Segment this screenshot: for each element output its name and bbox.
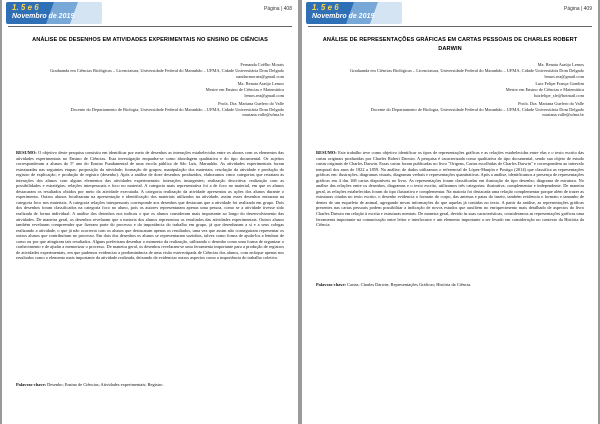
keywords-text: Cartas; Charles Darwin; Representações Gráficas; História da Ciência. bbox=[347, 282, 472, 287]
author-name: Profa. Dra. Mariana Guelero do Valle bbox=[218, 100, 284, 106]
banner-date-month: Novembro de 2019 bbox=[12, 13, 75, 20]
author-2 bbox=[316, 81, 584, 98]
banner-date-days: 1. 5 e 6 bbox=[12, 3, 39, 12]
author-email: luizfelipe_sfe@hotmail.com bbox=[533, 92, 584, 98]
author-2 bbox=[16, 81, 284, 98]
header-divider bbox=[308, 26, 592, 27]
author-affiliation: Docente do Departamento de Biologia, Universidade Federal do Maranhão – UFMA, Cidade Universitária Dom Delgado bbox=[70, 106, 284, 112]
author-affiliation: Mestre em Ensino de Ciências e Matemática bbox=[205, 87, 284, 93]
author-3 bbox=[316, 101, 584, 118]
author-1 bbox=[316, 62, 584, 79]
author-email: nandacmoraes@gmail.com bbox=[236, 73, 284, 79]
keywords bbox=[316, 282, 584, 288]
document-page-right bbox=[302, 0, 598, 424]
keywords-text: Desenho; Ensino de Ciências; Atividades experimentais; Registro. bbox=[47, 382, 164, 387]
banner-date-days: 1. 5 e 6 bbox=[312, 3, 339, 12]
author-name: Ma. Renata Araújo Lemos bbox=[237, 81, 284, 87]
keywords-label: Palavras-chave: bbox=[16, 382, 46, 387]
author-affiliation: Docente do Departamento de Biologia, Universidade Federal do Maranhão – UFMA, Cidade Universitária Dom Delgado bbox=[370, 106, 584, 112]
author-name: Profa. Dra. Mariana Guelero do Valle bbox=[518, 100, 584, 106]
author-affiliation: Mestre em Ensino de Ciências e Matemática bbox=[505, 87, 584, 93]
author-name: Luiz Felipe França Gondim bbox=[535, 81, 584, 87]
author-1 bbox=[16, 62, 284, 79]
author-email: mariana.valle@ufma.br bbox=[542, 112, 584, 118]
author-email: lemos.rea@gmail.com bbox=[544, 73, 584, 79]
paper-title: ANÁLISE DE REPRESENTAÇÕES GRÁFICAS EM CARTAS PESSOAIS DE CHARLES ROBERT DARWIN bbox=[322, 37, 578, 52]
author-email: lemos.rea@gmail.com bbox=[244, 92, 284, 98]
event-banner-logo bbox=[6, 2, 102, 24]
abstract bbox=[316, 150, 584, 228]
paper-title: ANÁLISE DE DESENHOS EM ATIVIDADES EXPERIMENTAIS NO ENSINO DE CIÊNCIAS bbox=[32, 37, 268, 43]
page-number: Página | 409 bbox=[564, 6, 592, 12]
abstract-label: RESUMO: bbox=[316, 150, 337, 155]
author-name: Ma. Renata Araújo Lemos bbox=[537, 62, 584, 67]
page-number: Página | 408 bbox=[264, 6, 292, 12]
event-banner-logo bbox=[306, 2, 402, 24]
author-affiliation: Graduanda em Ciências Biológicas – Licenciatura, Universidade Federal do Maranhão – UFMA, Cidade Universitária Dom Delgado bbox=[50, 67, 284, 73]
abstract-text: Este trabalho teve como objetivo identificar os tipos de representações gráficas e as relações estabelecidas entre elas e o texto escrito das cartas originais produzidas por Charles Robert Darwin. A pesquisa é caracterizada como qualitativa do tipo documental, sendo sua objeto de estudo cartas originais de Charles Darwin. Essas cartas foram publicadas no livro "Origens, Cartas escolhidas de Charles Darwin" e correspondem ao intervalo temporal dos anos de 1822 a 1859. Na análise, de dados utilizamos o referencial de López-Manjón e Postigo (2014) que classifica as representações gráficas em: ilustrações, diagramas visuais, diagramas verbais e representações quantitativas. Após a análise, identificamos a presença de representações gráficas em 4 das 168 cartas disponíveis no livro. As representações foram classificadas em ilustração do tipo desenho; diagrama de estrutura. No análise das relações entre os desenhos, diagramas e o texto escrito, utilizamos três categorias: ilustrativa, complementar e independente. De maneira geral, as relações estabelecidas foram do tipo ilustrativa e complementar. Na maioria foi destacada uma relação complementar porque além de trazer as estruturas citadas no texto escrito, o desenho evidencia o formato do corpo, das antenas e patas do inseto, também evidencia o formato e tamanho de dentes de um esqueleto de animal, agregando novas informações do que aquelas já contidas no texto. A partir da análise, as representações gráficas presentes nas cartas pessoais podem possibilitar a indicação de novos estudos que auxiliem no enriquecimento mais detalhado de aspectos do livro Charles Darwin em relação à escrita e estruturas mentais. De maneira geral, devido às suas características, consideramos as representações gráficas uma ferramenta importante na comunicação entre leitor e interlocutor e um elemento importante a ser levado em consideração no contexto da História da Ciência. bbox=[316, 150, 584, 228]
abstract-text: O objetivo deste pesquisa consistiu em identificar por meio de desenhos as interações estabelecidas entre os alunos com os elementos das atividades experimentais no Ensino de Ciências. Esta investigação enquadra-se como abordagem qualitativa e do tipo documental. Os sujeitos corresponderam a alunos do 5º ano do Ensino Fundamental de uma escola pública de São Luís, Maranhão. As atividades experimentais foram estruturadas nas seguintes etapas: proposição da atividade; formação de grupos; manipulação dos materiais; resolução da atividade e produção do registro de explicação; e produção de registro (desenho). Após a análise de doze desenhos produzidos, elaboramos cinco categorias que retratam as interações dos alunos com alguns elementos das atividades experimentais: interações insurgentes; realização descritiva; realização com as possibilidades e estratégias; relações interpessoais e foco no material. A categoria mais representativa foi a de foco no material, em que os alunos destacaram os resultados obtidos por meio da atividade executada. A categoria realização da atividade apresentou as ações dos alunos durante o experimento. Outros alunos focalizaram na apresentação e identificação dos materiais utilizados na atividade, assim esses desenhos entraram na categoria foco nos materiais. A categoria relações interpessoais corresponde aos desenhos que destacam que a atividade foi realizada em grupo. Dois dos desenhos foram classificados na categoria foco no aluno, pois os autores representaram apenas uma pessoa, como se a atividade tivesse sido realizada de forma individual. A análise dos desenhos nos indicou o que os alunos consideram mais importante ao longo do desenvolvimento das atividades. De maneira geral, os desenhos revelaram que a maioria dos alunos representou os resultados das atividades experimentais. Outros alunos também revelaram compreender que fizeram parte do processo e da importância do trabalho em grupo, já que desenharam a si e a seus colegas realizando a atividade, o que já não ocorreria com os alunos que destacaram apenas os resultados, uma vez que assim não conseguiram representar os outros alunos que contribuíram no processo. Em dois dos desenhos os alunos se representaram sozinhos, talvez como forma de ajuda-los a lembrar de como ou por que atingiram tais resultados. Alguns preferiram desenhar o momento da realização, utilizando o desenho como uma forma de organizar o conhecimento e de ajudar a memorizar o processo. De maneira geral, os desenhos revelaram-se uma ferramenta importante para a produção de registros de atividades experimentais, em que pudemos evidenciar a predominância de uma visão estereotipada de Ciências dos alunos, com enfoque apenas nos resultados como o elemento mais importante da atividade realizada, deixando de evidenciar outros aspectos como a importância do trabalho coletivo. bbox=[16, 150, 284, 261]
document-page-left bbox=[2, 0, 298, 424]
abstract bbox=[16, 150, 284, 261]
abstract-label: RESUMO: bbox=[16, 150, 37, 155]
banner-date-month: Novembro de 2019 bbox=[312, 13, 375, 20]
author-name: Fernanda Coêlho Morais bbox=[240, 62, 284, 67]
header-divider bbox=[8, 26, 292, 27]
author-email: mariana.valle@ufma.br bbox=[242, 112, 284, 118]
keywords bbox=[16, 382, 284, 388]
keywords-label: Palavras-chave: bbox=[316, 282, 346, 287]
author-affiliation: Graduanda em Ciências Biológicas – Licenciatura, Universidade Federal do Maranhão – UFMA, Cidade Universitária Dom Delgado bbox=[350, 67, 584, 73]
author-3 bbox=[16, 101, 284, 118]
author-list bbox=[16, 62, 284, 120]
author-list bbox=[316, 62, 584, 120]
